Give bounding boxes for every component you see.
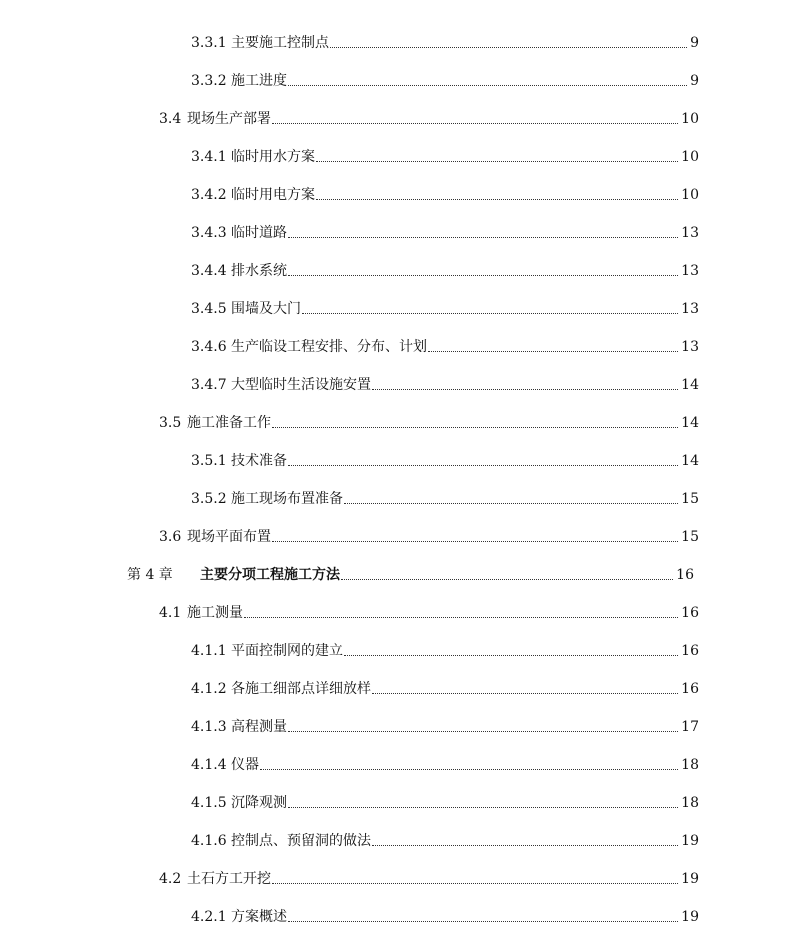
dot-leader <box>288 275 678 276</box>
toc-subsection-entry[interactable] <box>191 448 699 470</box>
toc-entry-title: 主要分项工程施工方法 <box>200 567 340 583</box>
toc-subsection-entry[interactable] <box>191 904 699 926</box>
toc-entry-page-number: 16 <box>681 643 699 659</box>
toc-subsection-entry[interactable] <box>191 144 699 166</box>
toc-entry-title: 各施工细部点详细放样 <box>231 681 371 697</box>
dot-leader <box>288 237 678 238</box>
dot-leader <box>272 541 678 542</box>
toc-entry-title: 施工进度 <box>231 73 287 89</box>
toc-entry-page-number: 13 <box>681 301 699 317</box>
dot-leader <box>344 503 678 504</box>
toc-entry-number: 3.5 <box>159 415 182 431</box>
dot-leader <box>341 579 673 580</box>
toc-entry-number: 3.5.1 <box>191 453 227 469</box>
toc-section-entry[interactable] <box>159 600 699 622</box>
dot-leader <box>288 807 678 808</box>
toc-entry-number: 4.2 <box>159 871 182 887</box>
dot-leader <box>288 465 678 466</box>
toc-entry-page-number: 14 <box>681 415 699 431</box>
toc-entry-title: 大型临时生活设施安置 <box>231 377 371 393</box>
dot-leader <box>428 351 678 352</box>
toc-entry-title: 现场平面布置 <box>187 529 271 545</box>
toc-subsection-entry[interactable] <box>191 372 699 394</box>
toc-entry-page-number: 17 <box>681 719 699 735</box>
toc-entry-number: 3.4.6 <box>191 339 227 355</box>
toc-entry-number: 第 4 章 <box>127 567 173 583</box>
toc-subsection-entry[interactable] <box>191 220 699 242</box>
toc-subsection-entry[interactable] <box>191 486 699 508</box>
dot-leader <box>316 199 678 200</box>
dot-leader <box>244 617 678 618</box>
toc-entry-number: 4.1.2 <box>191 681 227 697</box>
toc-subsection-entry[interactable] <box>191 182 699 204</box>
toc-entry-page-number: 19 <box>681 833 699 849</box>
toc-entry-page-number: 15 <box>681 529 699 545</box>
toc-entry-page-number: 10 <box>681 187 699 203</box>
toc-subsection-entry[interactable] <box>191 258 699 280</box>
toc-entry-page-number: 14 <box>681 377 699 393</box>
toc-subsection-entry[interactable] <box>191 296 699 318</box>
toc-entry-page-number: 10 <box>681 111 699 127</box>
toc-entry-title: 临时道路 <box>231 225 287 241</box>
toc-entry-number: 4.1 <box>159 605 182 621</box>
dot-leader <box>272 883 678 884</box>
toc-entry-number: 3.4 <box>159 111 182 127</box>
toc-section-entry[interactable] <box>159 524 699 546</box>
toc-subsection-entry[interactable] <box>191 752 699 774</box>
toc-entry-page-number: 16 <box>676 567 694 583</box>
toc-section-entry[interactable] <box>159 106 699 128</box>
toc-subsection-entry[interactable] <box>191 714 699 736</box>
toc-subsection-entry[interactable] <box>191 334 699 356</box>
dot-leader <box>288 85 687 86</box>
toc-entry-title: 临时用电方案 <box>231 187 315 203</box>
toc-entry-number: 3.3.2 <box>191 73 227 89</box>
toc-entry-page-number: 9 <box>690 35 699 51</box>
toc-entry-title: 生产临设工程安排、分布、计划 <box>231 339 427 355</box>
toc-section-entry[interactable] <box>159 410 699 432</box>
toc-entry-title: 施工现场布置准备 <box>231 491 343 507</box>
toc-entry-number: 3.4.2 <box>191 187 227 203</box>
dot-leader <box>372 389 678 390</box>
toc-entry-page-number: 16 <box>681 681 699 697</box>
dot-leader <box>260 769 678 770</box>
toc-entry-page-number: 16 <box>681 605 699 621</box>
toc-entry-page-number: 13 <box>681 339 699 355</box>
dot-leader <box>288 731 678 732</box>
toc-entry-title: 方案概述 <box>231 909 287 925</box>
dot-leader <box>316 161 678 162</box>
toc-entry-title: 高程测量 <box>231 719 287 735</box>
toc-entry-title: 施工测量 <box>187 605 243 621</box>
toc-entry-title: 主要施工控制点 <box>231 35 329 51</box>
toc-subsection-entry[interactable] <box>191 790 699 812</box>
toc-entry-title: 排水系统 <box>231 263 287 279</box>
toc-subsection-entry[interactable] <box>191 30 699 52</box>
toc-entry-page-number: 18 <box>681 757 699 773</box>
toc-entry-page-number: 10 <box>681 149 699 165</box>
toc-entry-number: 4.1.3 <box>191 719 227 735</box>
dot-leader <box>330 47 687 48</box>
toc-entry-page-number: 9 <box>690 73 699 89</box>
toc-entry-page-number: 19 <box>681 871 699 887</box>
toc-entry-number: 3.4.5 <box>191 301 227 317</box>
dot-leader <box>288 921 678 922</box>
toc-entry-number: 4.1.4 <box>191 757 227 773</box>
toc-entry-title: 临时用水方案 <box>231 149 315 165</box>
toc-entry-title: 围墙及大门 <box>231 301 301 317</box>
toc-entry-number: 4.2.1 <box>191 909 227 925</box>
toc-subsection-entry[interactable] <box>191 68 699 90</box>
toc-entry-page-number: 13 <box>681 225 699 241</box>
toc-entry-number: 4.1.6 <box>191 833 227 849</box>
dot-leader <box>372 693 678 694</box>
dot-leader <box>372 845 678 846</box>
toc-entry-number: 3.4.3 <box>191 225 227 241</box>
toc-entry-number: 4.1.1 <box>191 643 227 659</box>
toc-subsection-entry[interactable] <box>191 676 699 698</box>
toc-entry-title: 现场生产部署 <box>187 111 271 127</box>
toc-chapter-entry[interactable] <box>127 562 694 584</box>
toc-entry-page-number: 14 <box>681 453 699 469</box>
dot-leader <box>344 655 678 656</box>
toc-entry-number: 3.6 <box>159 529 182 545</box>
toc-entry-page-number: 13 <box>681 263 699 279</box>
toc-entry-title: 施工准备工作 <box>187 415 271 431</box>
toc-entry-number: 3.4.4 <box>191 263 227 279</box>
dot-leader <box>302 313 678 314</box>
toc-entry-page-number: 18 <box>681 795 699 811</box>
toc-entry-title: 控制点、预留洞的做法 <box>231 833 371 849</box>
toc-entry-title: 沉降观测 <box>231 795 287 811</box>
toc-subsection-entry[interactable] <box>191 828 699 850</box>
toc-entry-number: 4.1.5 <box>191 795 227 811</box>
toc-entry-number: 3.4.1 <box>191 149 227 165</box>
toc-entry-title: 平面控制网的建立 <box>231 643 343 659</box>
toc-entry-page-number: 19 <box>681 909 699 925</box>
dot-leader <box>272 427 678 428</box>
toc-entry-title: 土石方工开挖 <box>187 871 271 887</box>
toc-entry-number: 3.4.7 <box>191 377 227 393</box>
dot-leader <box>272 123 678 124</box>
toc-section-entry[interactable] <box>159 866 699 888</box>
toc-entry-title: 技术准备 <box>231 453 287 469</box>
toc-entry-title: 仪器 <box>231 757 259 773</box>
toc-subsection-entry[interactable] <box>191 638 699 660</box>
toc-entry-number: 3.3.1 <box>191 35 227 51</box>
toc-entry-number: 3.5.2 <box>191 491 227 507</box>
toc-entry-page-number: 15 <box>681 491 699 507</box>
